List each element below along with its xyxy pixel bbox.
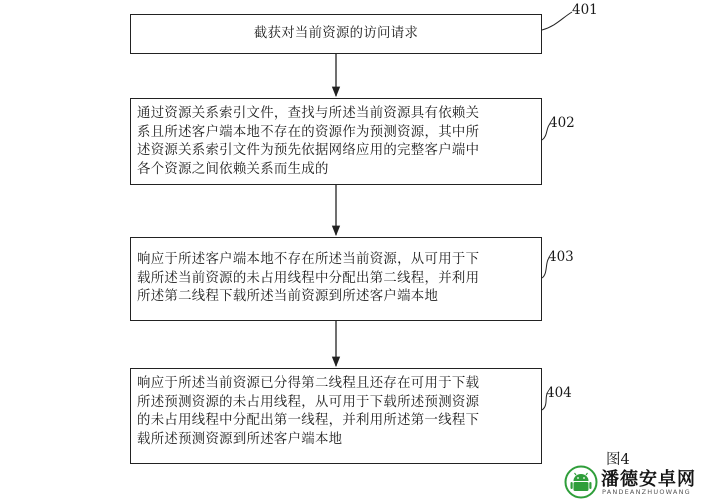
step-404-label: 404 — [546, 385, 572, 401]
watermark-subtitle: PANDEANZHUOWANG — [602, 488, 691, 496]
step-402-label: 402 — [549, 115, 575, 131]
step-402-text: 通过资源关系索引文件，查找与所述当前资源具有依赖关 系且所述客户端本地不存在的资源作为预测资源，其中所 述资源关系索引文件为预先依据网络应用的完整客户端中 各个资源之间依赖关系而生成的 — [137, 106, 480, 177]
step-404-box — [130, 368, 542, 464]
figure-caption: 图4 — [606, 452, 630, 468]
android-robot-icon — [564, 465, 598, 499]
step-401-box — [130, 14, 542, 54]
step-403-box — [130, 237, 542, 321]
step-404-text: 响应于所述当前资源已分得第二线程且还存在可用于下载 所述预测资源的未占用线程，从可用于下载所述预测资源 的未占用线程中分配出第一线程，并利用所述第一线程下 载所述预测资源到所述客户端本地 — [137, 376, 480, 447]
leader-401 — [542, 12, 572, 30]
watermark — [562, 465, 702, 499]
step-401-text: 截获对当前资源的访问请求 — [253, 26, 419, 41]
step-401-label: 401 — [572, 2, 598, 18]
step-403-text: 响应于所述客户端本地不存在所述当前资源，从可用于下 载所述当前资源的未占用线程中分配出第二线程，并利用 所述第二线程下载所述当前资源到所述客户端本地 — [137, 252, 480, 304]
step-403-label: 403 — [548, 249, 574, 265]
step-402-box — [130, 98, 542, 185]
watermark-name: 潘德安卓网 — [601, 469, 696, 490]
